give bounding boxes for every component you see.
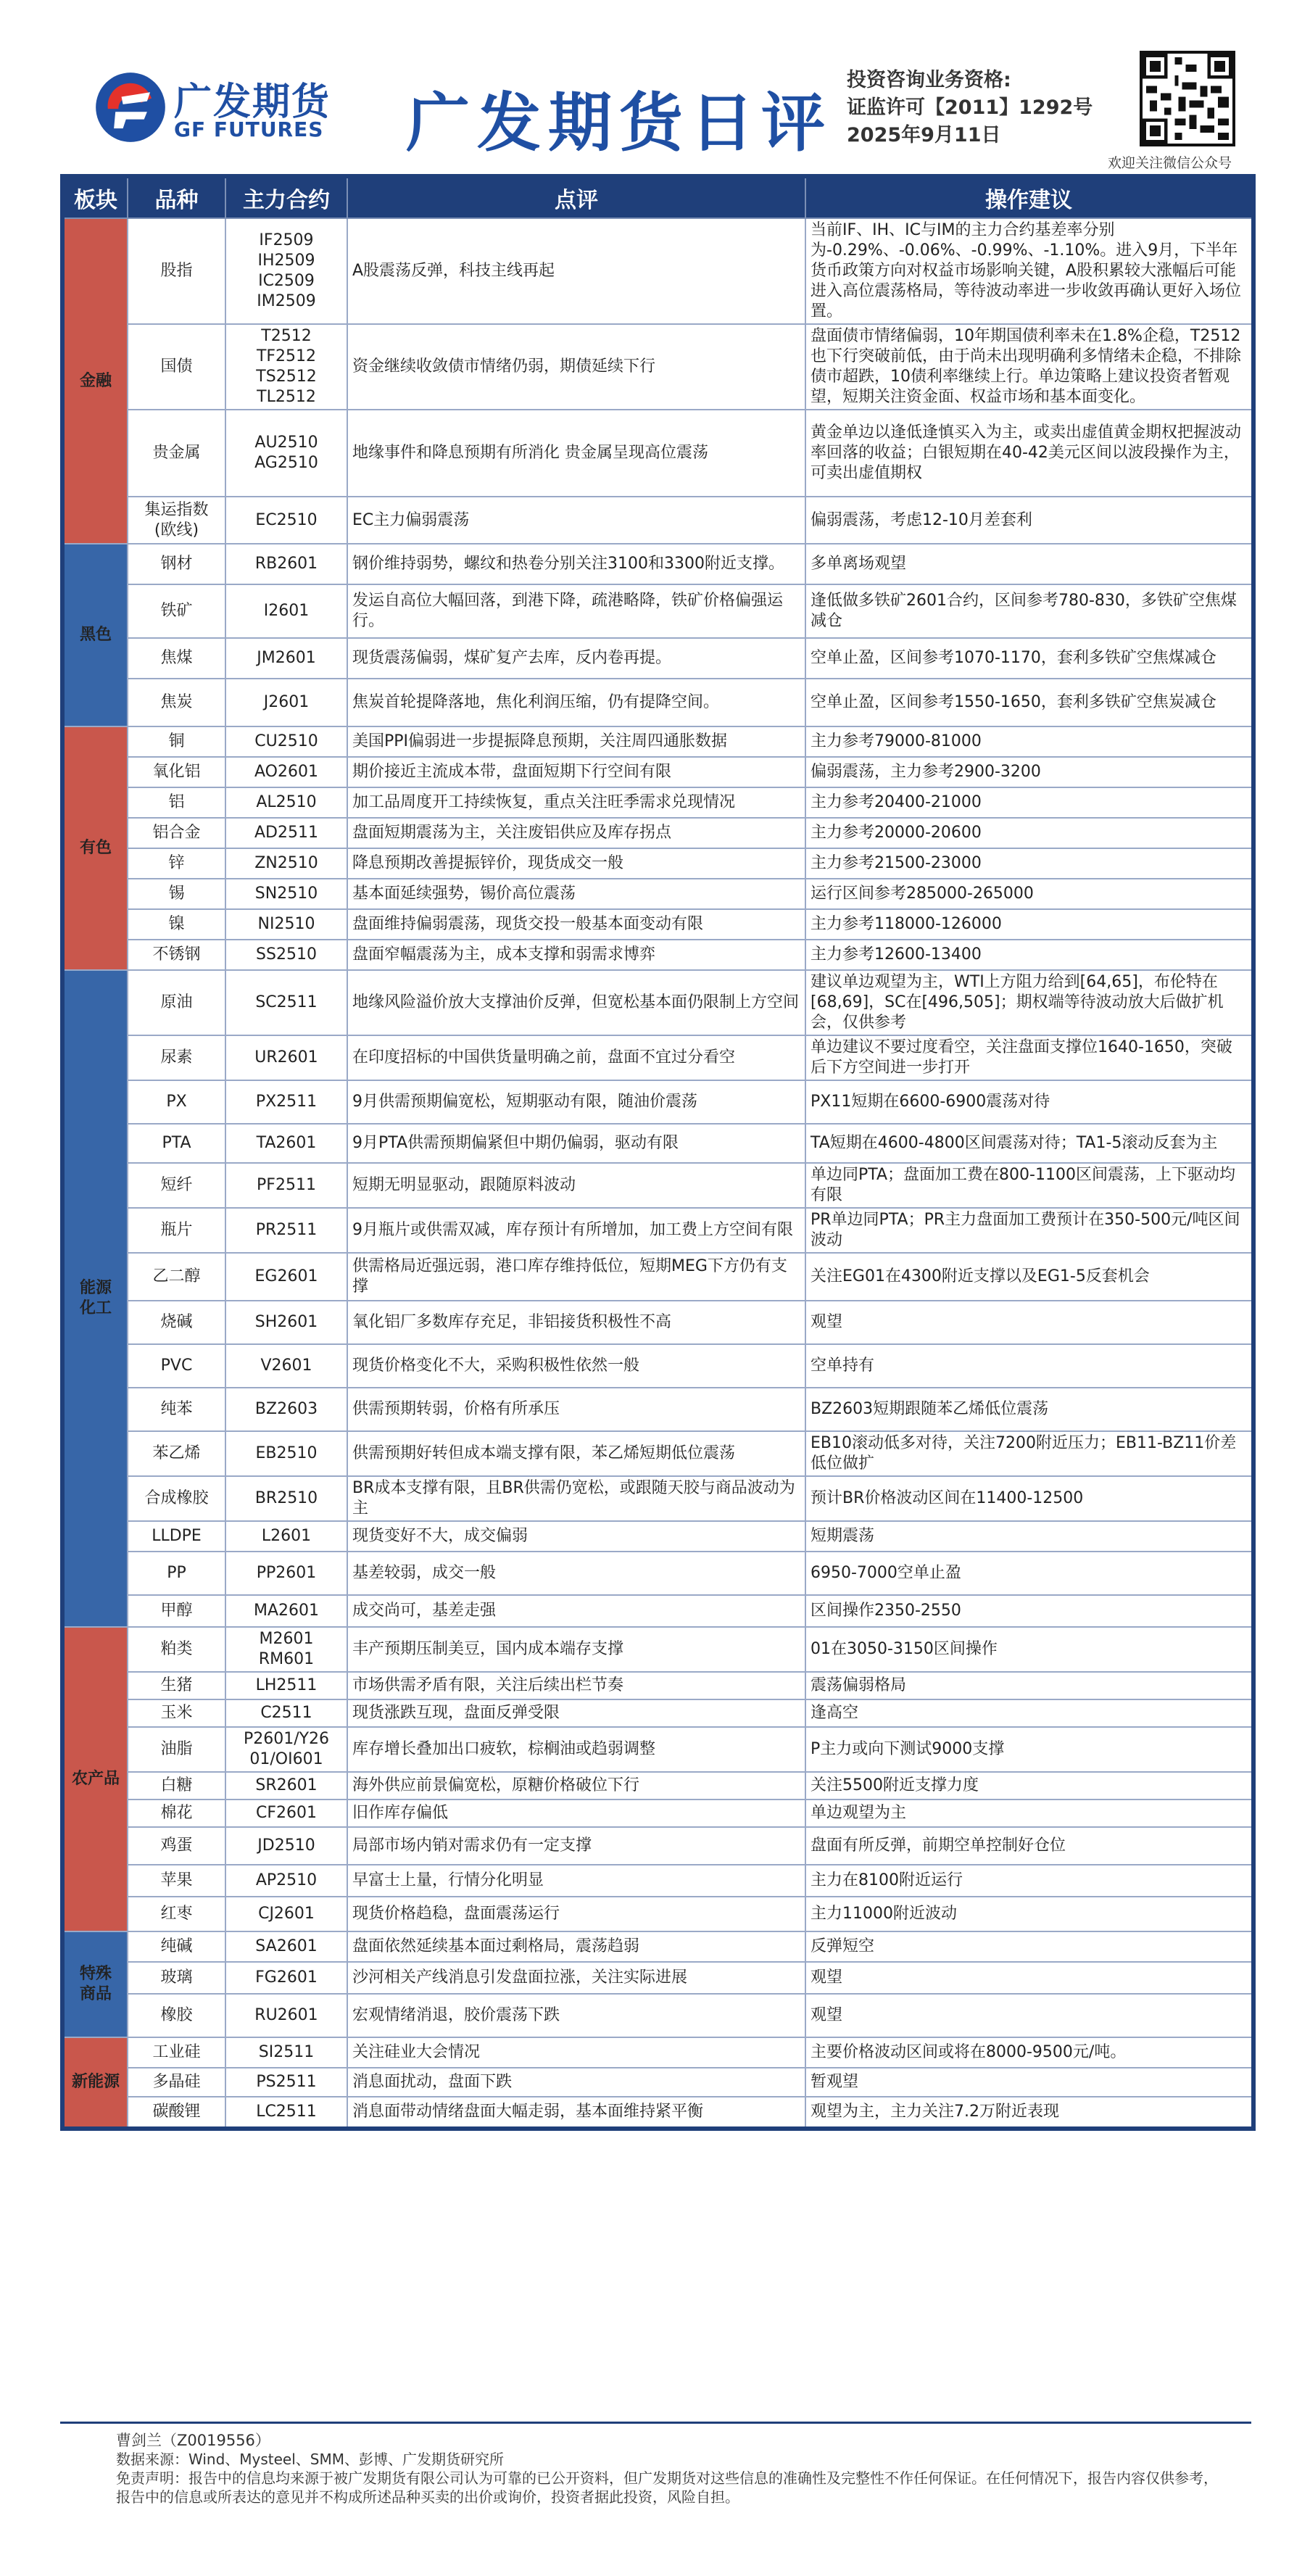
report-header xyxy=(0,0,1310,171)
comment-cell: 在印度招标的中国供货量明确之前，盘面不宜过分看空 xyxy=(347,1035,805,1080)
table-row xyxy=(62,1595,1253,1627)
comment-cell: 沙河相关产线消息引发盘面拉涨，关注实际进展 xyxy=(347,1962,805,1994)
sector-label: 农产品 xyxy=(62,1627,128,1931)
comment-cell: 消息面扰动，盘面下跌 xyxy=(347,2068,805,2097)
comment-cell: 氧化铝厂多数库存充足，非铝接货积极性不高 xyxy=(347,1301,805,1344)
contract-cell: CJ2601 xyxy=(225,1897,347,1931)
table-row xyxy=(62,1124,1253,1163)
contract-cell: JM2601 xyxy=(225,638,347,679)
variety-cell: 碳酸锂 xyxy=(128,2097,225,2129)
advice-cell: 空单止盈，区间参考1550-1650，套利多铁矿空焦炭减仓 xyxy=(805,679,1253,726)
contract-cell: T2512 TF2512 TS2512 TL2512 xyxy=(225,324,347,410)
table-row xyxy=(62,679,1253,726)
table-row xyxy=(62,1727,1253,1772)
variety-cell: 镍 xyxy=(128,909,225,940)
advice-cell: 单边观望为主 xyxy=(805,1800,1253,1827)
table-row xyxy=(62,1253,1253,1301)
advice-cell: 观望 xyxy=(805,1994,1253,2037)
comment-cell: EC主力偏弱震荡 xyxy=(347,497,805,544)
table-row xyxy=(62,1931,1253,1962)
license-line-2: 证监许可【2011】1292号 xyxy=(847,96,1093,119)
comment-cell: 局部市场内销对需求仍有一定支撑 xyxy=(347,1827,805,1865)
variety-cell: 工业硅 xyxy=(128,2037,225,2068)
contract-cell: RU2601 xyxy=(225,1994,347,2037)
report-footer xyxy=(116,2431,1261,2506)
contract-cell: CU2510 xyxy=(225,726,347,757)
advice-cell: 观望 xyxy=(805,1301,1253,1344)
contract-cell: SH2601 xyxy=(225,1301,347,1344)
sector-label: 新能源 xyxy=(62,2037,128,2129)
variety-cell: 苯乙烯 xyxy=(128,1431,225,1476)
contract-cell: BR2510 xyxy=(225,1476,347,1521)
advice-cell: 6950-7000空单止盈 xyxy=(805,1552,1253,1595)
comment-cell: 基本面延续强势，锡价高位震荡 xyxy=(347,879,805,909)
advice-cell: 区间操作2350-2550 xyxy=(805,1595,1253,1627)
table-row xyxy=(62,584,1253,638)
comment-cell: 库存增长叠加出口疲软，棕榈油或趋弱调整 xyxy=(347,1727,805,1772)
variety-cell: 铁矿 xyxy=(128,584,225,638)
footer-author: 曹剑兰（Z0019556） xyxy=(116,2432,270,2449)
contract-cell: AD2511 xyxy=(225,818,347,848)
table-row xyxy=(62,1994,1253,2037)
table-row xyxy=(62,1699,1253,1727)
table-row xyxy=(62,1521,1253,1552)
table-header-row xyxy=(62,176,1253,218)
variety-cell: 铜 xyxy=(128,726,225,757)
contract-cell: NI2510 xyxy=(225,909,347,940)
contract-cell: LH2511 xyxy=(225,1672,347,1699)
table-row xyxy=(62,1672,1253,1699)
table-row xyxy=(62,1080,1253,1124)
advice-cell: 主力参考21500-23000 xyxy=(805,848,1253,879)
advice-cell: 建议单边观望为主，WTI上方阻力给到[64,65]，布伦特在[68,69]，SC在[496,505]；期权端等待波动放大后做扩机会，仅供参考 xyxy=(805,970,1253,1035)
variety-cell: 橡胶 xyxy=(128,1994,225,2037)
footer-disclaimer-2: 报告中的信息或所表达的意见并不构成所述品种买卖的出价或询价，投资者据此投资，风险自担。 xyxy=(116,2488,739,2506)
report-date: 2025年9月11日 xyxy=(847,124,1001,146)
license-info xyxy=(847,67,1093,149)
comment-cell: 海外供应前景偏宽松，原糖价格破位下行 xyxy=(347,1772,805,1800)
contract-cell: LC2511 xyxy=(225,2097,347,2129)
comment-cell: 丰产预期压制美豆，国内成本端存支撑 xyxy=(347,1627,805,1672)
contract-cell: FG2601 xyxy=(225,1962,347,1994)
comment-cell: 早富士上量，行情分化明显 xyxy=(347,1865,805,1897)
contract-cell: L2601 xyxy=(225,1521,347,1552)
variety-cell: 尿素 xyxy=(128,1035,225,1080)
table-row xyxy=(62,1865,1253,1897)
table-row xyxy=(62,1897,1253,1931)
advice-cell: 观望 xyxy=(805,1962,1253,1994)
table-row xyxy=(62,638,1253,679)
variety-cell: PX xyxy=(128,1080,225,1124)
contract-cell: PP2601 xyxy=(225,1552,347,1595)
contract-cell: PF2511 xyxy=(225,1163,347,1208)
table-row xyxy=(62,2037,1253,2068)
advice-cell: 偏弱震荡，主力参考2900-3200 xyxy=(805,757,1253,787)
advice-cell: 主要价格波动区间或将在8000-9500元/吨。 xyxy=(805,2037,1253,2068)
gf-futures-logo xyxy=(93,67,332,146)
comment-cell: A股震荡反弹，科技主线再起 xyxy=(347,218,805,324)
variety-cell: 苹果 xyxy=(128,1865,225,1897)
variety-cell: 铝 xyxy=(128,787,225,818)
logo-chinese-text: 广发期货 xyxy=(174,80,331,124)
variety-cell: 甲醇 xyxy=(128,1595,225,1627)
contract-cell: SI2511 xyxy=(225,2037,347,2068)
contract-cell: PS2511 xyxy=(225,2068,347,2097)
column-header-contract: 主力合约 xyxy=(225,176,347,218)
contract-cell: AP2510 xyxy=(225,1865,347,1897)
contract-cell: V2601 xyxy=(225,1344,347,1388)
column-header-advice: 操作建议 xyxy=(805,176,1253,218)
column-header-sector: 板块 xyxy=(62,176,128,218)
table-row xyxy=(62,1962,1253,1994)
advice-cell: 主力在8100附近运行 xyxy=(805,1865,1253,1897)
table-row xyxy=(62,1552,1253,1595)
variety-cell: 纯苯 xyxy=(128,1388,225,1431)
table-row xyxy=(62,497,1253,544)
variety-cell: 贵金属 xyxy=(128,410,225,497)
advice-cell: 逢高空 xyxy=(805,1699,1253,1727)
contract-cell: AU2510 AG2510 xyxy=(225,410,347,497)
footer-divider xyxy=(60,2422,1251,2424)
variety-cell: 粕类 xyxy=(128,1627,225,1672)
advice-cell: 黄金单边以逢低逢慎买入为主，或卖出虚值黄金期权把握波动率回落的收益；白银短期在40-42美元区间以波段操作为主，可卖出虚值期权 xyxy=(805,410,1253,497)
column-header-comment: 点评 xyxy=(347,176,805,218)
advice-cell: 偏弱震荡，考虑12-10月差套利 xyxy=(805,497,1253,544)
sector-label: 金融 xyxy=(62,218,128,544)
advice-cell: 盘面债市情绪偏弱，10年期国债利率未在1.8%企稳，T2512也下行突破前低，由于尚未出现明确利多情绪未企稳，不排除债市超跌，10债利率继续上行。单边策略上建议投资者暂观望，短期关注资金面、权益市场和基本面变化。 xyxy=(805,324,1253,410)
advice-cell: 关注EG01在4300附近支撑以及EG1-5反套机会 xyxy=(805,1253,1253,1301)
table-row xyxy=(62,726,1253,757)
table-row xyxy=(62,757,1253,787)
variety-cell: 股指 xyxy=(128,218,225,324)
comment-cell: 供需格局近强远弱，港口库存维持低位，短期MEG下方仍有支撑 xyxy=(347,1253,805,1301)
variety-cell: 鸡蛋 xyxy=(128,1827,225,1865)
advice-cell: 主力参考12600-13400 xyxy=(805,940,1253,970)
variety-cell: 乙二醇 xyxy=(128,1253,225,1301)
variety-cell: 玉米 xyxy=(128,1699,225,1727)
comment-cell: 现货价格趋稳，盘面震荡运行 xyxy=(347,1897,805,1931)
comment-cell: 关注硅业大会情况 xyxy=(347,2037,805,2068)
advice-cell: 当前IF、IH、IC与IM的主力合约基差率分别为-0.29%、-0.06%、-0.99%、-1.10%。进入9月，下半年货币政策方向对权益市场影响关键，A股积累较大涨幅后可能进入高位震荡格局，等待波动率进一步收敛再确认更好入场位置。 xyxy=(805,218,1253,324)
comment-cell: BR成本支撑有限，且BR供需仍宽松，或跟随天胶与商品波动为主 xyxy=(347,1476,805,1521)
contract-cell: JD2510 xyxy=(225,1827,347,1865)
table-row xyxy=(62,2068,1253,2097)
table-row xyxy=(62,1772,1253,1800)
variety-cell: 钢材 xyxy=(128,544,225,584)
comment-cell: 市场供需矛盾有限，关注后续出栏节奏 xyxy=(347,1672,805,1699)
variety-cell: 不锈钢 xyxy=(128,940,225,970)
table-row xyxy=(62,818,1253,848)
table-row xyxy=(62,1344,1253,1388)
advice-cell: 主力11000附近波动 xyxy=(805,1897,1253,1931)
comment-cell: 供需预期好转但成本端支撑有限，苯乙烯短期低位震荡 xyxy=(347,1431,805,1476)
contract-cell: I2601 xyxy=(225,584,347,638)
comment-cell: 盘面依然延续基本面过剩格局，震荡趋弱 xyxy=(347,1931,805,1962)
comment-cell: 现货震荡偏弱，煤矿复产去库，反内卷再提。 xyxy=(347,638,805,679)
contract-cell: ZN2510 xyxy=(225,848,347,879)
table-row xyxy=(62,1035,1253,1080)
logo-english-text: GF FUTURES xyxy=(174,117,324,141)
variety-cell: 原油 xyxy=(128,970,225,1035)
sector-label: 能源 化工 xyxy=(62,970,128,1627)
table-row xyxy=(62,1388,1253,1431)
advice-cell: 主力参考20400-21000 xyxy=(805,787,1253,818)
license-line-1: 投资咨询业务资格: xyxy=(847,69,1011,91)
advice-cell: TA短期在4600-4800区间震荡对待；TA1-5滚动反套为主 xyxy=(805,1124,1253,1163)
comment-cell: 短期无明显驱动，跟随原料波动 xyxy=(347,1163,805,1208)
variety-cell: 红枣 xyxy=(128,1897,225,1931)
comment-cell: 资金继续收敛债市情绪仍弱，期债延续下行 xyxy=(347,324,805,410)
comment-cell: 钢价维持弱势，螺纹和热卷分别关注3100和3300附近支撑。 xyxy=(347,544,805,584)
table-row xyxy=(62,324,1253,410)
comment-cell: 地缘风险溢价放大支撑油价反弹，但宽松基本面仍限制上方空间 xyxy=(347,970,805,1035)
table-row xyxy=(62,1627,1253,1672)
table-row xyxy=(62,879,1253,909)
advice-cell: BZ2603短期跟随苯乙烯低位震荡 xyxy=(805,1388,1253,1431)
contract-cell: EC2510 xyxy=(225,497,347,544)
advice-cell: PX11短期在6600-6900震荡对待 xyxy=(805,1080,1253,1124)
contract-cell: SA2601 xyxy=(225,1931,347,1962)
advice-cell: 空单持有 xyxy=(805,1344,1253,1388)
table-row xyxy=(62,218,1253,324)
variety-cell: 棉花 xyxy=(128,1800,225,1827)
sector-label: 黑色 xyxy=(62,544,128,726)
contract-cell: EG2601 xyxy=(225,1253,347,1301)
contract-cell: UR2601 xyxy=(225,1035,347,1080)
variety-cell: 焦炭 xyxy=(128,679,225,726)
comment-cell: 期价接近主流成本带，盘面短期下行空间有限 xyxy=(347,757,805,787)
comment-cell: 盘面窄幅震荡为主，成本支撑和弱需求博弈 xyxy=(347,940,805,970)
footer-source: 数据来源：Wind、Mysteel、SMM、彭博、广发期货研究所 xyxy=(116,2451,504,2468)
contract-cell: SN2510 xyxy=(225,879,347,909)
variety-cell: 焦煤 xyxy=(128,638,225,679)
table-row xyxy=(62,940,1253,970)
contract-cell: J2601 xyxy=(225,679,347,726)
contract-cell: SR2601 xyxy=(225,1772,347,1800)
comment-cell: 现货变好不大，成交偏弱 xyxy=(347,1521,805,1552)
comment-cell: 发运自高位大幅回落，到港下降，疏港略降，铁矿价格偏强运行。 xyxy=(347,584,805,638)
comment-cell: 现货涨跌互现，盘面反弹受限 xyxy=(347,1699,805,1727)
qr-code-icon xyxy=(1140,51,1235,146)
advice-cell: 关注5500附近支撑力度 xyxy=(805,1772,1253,1800)
page-title: 广发期货日评 xyxy=(406,86,833,160)
advice-cell: 01在3050-3150区间操作 xyxy=(805,1627,1253,1672)
advice-cell: PR单边同PTA；PR主力盘面加工费预计在350-500元/吨区间波动 xyxy=(805,1208,1253,1253)
variety-cell: 多晶硅 xyxy=(128,2068,225,2097)
variety-cell: 锌 xyxy=(128,848,225,879)
table-row xyxy=(62,1800,1253,1827)
variety-cell: 油脂 xyxy=(128,1727,225,1772)
footer-disclaimer-1: 免责声明：报告中的信息均来源于被广发期货有限公司认为可靠的已公开资料，但广发期货对这些信息的准确性及完整性不作任何保证。在任何情况下，报告内容仅供参考， xyxy=(116,2469,1218,2487)
variety-cell: LLDPE xyxy=(128,1521,225,1552)
variety-cell: 锡 xyxy=(128,879,225,909)
table-row xyxy=(62,410,1253,497)
table-row xyxy=(62,1476,1253,1521)
table-row xyxy=(62,1827,1253,1865)
variety-cell: 瓶片 xyxy=(128,1208,225,1253)
advice-cell: 盘面有所反弹，前期空单控制好仓位 xyxy=(805,1827,1253,1865)
advice-cell: 单边建议不要过度看空，关注盘面支撑位1640-1650，突破后下方空间进一步打开 xyxy=(805,1035,1253,1080)
advice-cell: 多单离场观望 xyxy=(805,544,1253,584)
comment-cell: 9月PTA供需预期偏紧但中期仍偏弱，驱动有限 xyxy=(347,1124,805,1163)
comment-cell: 基差较弱，成交一般 xyxy=(347,1552,805,1595)
advice-cell: 主力参考20000-20600 xyxy=(805,818,1253,848)
table-row xyxy=(62,787,1253,818)
contract-cell: SC2511 xyxy=(225,970,347,1035)
contract-cell: AO2601 xyxy=(225,757,347,787)
contract-cell: P2601/Y26 01/OI601 xyxy=(225,1727,347,1772)
table-body xyxy=(62,218,1253,2129)
comment-cell: 9月供需预期偏宽松，短期驱动有限，随油价震荡 xyxy=(347,1080,805,1124)
table-row xyxy=(62,970,1253,1035)
variety-cell: 生猪 xyxy=(128,1672,225,1699)
contract-cell: TA2601 xyxy=(225,1124,347,1163)
daily-review-table xyxy=(60,174,1256,2131)
table-row xyxy=(62,1163,1253,1208)
contract-cell: IF2509 IH2509 IC2509 IM2509 xyxy=(225,218,347,324)
advice-cell: 空单止盈，区间参考1070-1170，套利多铁矿空焦煤减仓 xyxy=(805,638,1253,679)
advice-cell: 震荡偏弱格局 xyxy=(805,1672,1253,1699)
variety-cell: 合成橡胶 xyxy=(128,1476,225,1521)
contract-cell: BZ2603 xyxy=(225,1388,347,1431)
comment-cell: 宏观情绪消退，胶价震荡下跌 xyxy=(347,1994,805,2037)
advice-cell: 暂观望 xyxy=(805,2068,1253,2097)
variety-cell: 国债 xyxy=(128,324,225,410)
variety-cell: PP xyxy=(128,1552,225,1595)
comment-cell: 供需预期转弱，价格有所承压 xyxy=(347,1388,805,1431)
advice-cell: 观望为主，主力关注7.2万附近表现 xyxy=(805,2097,1253,2129)
advice-cell: P主力或向下测试9000支撑 xyxy=(805,1727,1253,1772)
variety-cell: 集运指数 (欧线) xyxy=(128,497,225,544)
column-header-variety: 品种 xyxy=(128,176,225,218)
advice-cell: 短期震荡 xyxy=(805,1521,1253,1552)
comment-cell: 成交尚可，基差走强 xyxy=(347,1595,805,1627)
table-row xyxy=(62,909,1253,940)
variety-cell: 烧碱 xyxy=(128,1301,225,1344)
variety-cell: PVC xyxy=(128,1344,225,1388)
comment-cell: 现货价格变化不大，采购积极性依然一般 xyxy=(347,1344,805,1388)
qr-caption: 欢迎关注微信公众号 xyxy=(1108,155,1232,171)
contract-cell: CF2601 xyxy=(225,1800,347,1827)
advice-cell: EB10滚动低多对待，关注7200附近压力；EB11-BZ11价差低位做扩 xyxy=(805,1431,1253,1476)
variety-cell: 玻璃 xyxy=(128,1962,225,1994)
variety-cell: 铝合金 xyxy=(128,818,225,848)
contract-cell: M2601 RM601 xyxy=(225,1627,347,1672)
advice-cell: 单边同PTA；盘面加工费在800-1100区间震荡，上下驱动均有限 xyxy=(805,1163,1253,1208)
advice-cell: 运行区间参考285000-265000 xyxy=(805,879,1253,909)
comment-cell: 降息预期改善提振锌价，现货成交一般 xyxy=(347,848,805,879)
variety-cell: 白糖 xyxy=(128,1772,225,1800)
comment-cell: 加工品周度开工持续恢复，重点关注旺季需求兑现情况 xyxy=(347,787,805,818)
advice-cell: 反弹短空 xyxy=(805,1931,1253,1962)
advice-cell: 主力参考79000-81000 xyxy=(805,726,1253,757)
contract-cell: PX2511 xyxy=(225,1080,347,1124)
advice-cell: 主力参考118000-126000 xyxy=(805,909,1253,940)
contract-cell: AL2510 xyxy=(225,787,347,818)
variety-cell: 短纤 xyxy=(128,1163,225,1208)
table-row xyxy=(62,2097,1253,2129)
contract-cell: EB2510 xyxy=(225,1431,347,1476)
advice-cell: 逢低做多铁矿2601合约，区间参考780-830，多铁矿空焦煤减仓 xyxy=(805,584,1253,638)
contract-cell: PR2511 xyxy=(225,1208,347,1253)
comment-cell: 美国PPI偏弱进一步提振降息预期，关注周四通胀数据 xyxy=(347,726,805,757)
contract-cell: MA2601 xyxy=(225,1595,347,1627)
table-row xyxy=(62,1301,1253,1344)
variety-cell: 纯碱 xyxy=(128,1931,225,1962)
table-row xyxy=(62,848,1253,879)
contract-cell: SS2510 xyxy=(225,940,347,970)
table-row xyxy=(62,544,1253,584)
comment-cell: 地缘事件和降息预期有所消化 贵金属呈现高位震荡 xyxy=(347,410,805,497)
sector-label: 有色 xyxy=(62,726,128,970)
table-row xyxy=(62,1208,1253,1253)
comment-cell: 旧作库存偏低 xyxy=(347,1800,805,1827)
variety-cell: PTA xyxy=(128,1124,225,1163)
advice-cell: 预计BR价格波动区间在11400-12500 xyxy=(805,1476,1253,1521)
comment-cell: 9月瓶片或供需双减，库存预计有所增加，加工费上方空间有限 xyxy=(347,1208,805,1253)
sector-label: 特殊 商品 xyxy=(62,1931,128,2037)
gf-logo-mark-icon xyxy=(93,70,168,145)
contract-cell: C2511 xyxy=(225,1699,347,1727)
comment-cell: 盘面短期震荡为主，关注废铝供应及库存拐点 xyxy=(347,818,805,848)
variety-cell: 氧化铝 xyxy=(128,757,225,787)
table-row xyxy=(62,1431,1253,1476)
comment-cell: 盘面维持偏弱震荡，现货交投一般基本面变动有限 xyxy=(347,909,805,940)
contract-cell: RB2601 xyxy=(225,544,347,584)
comment-cell: 消息面带动情绪盘面大幅走弱，基本面维持紧平衡 xyxy=(347,2097,805,2129)
comment-cell: 焦炭首轮提降落地，焦化利润压缩，仍有提降空间。 xyxy=(347,679,805,726)
